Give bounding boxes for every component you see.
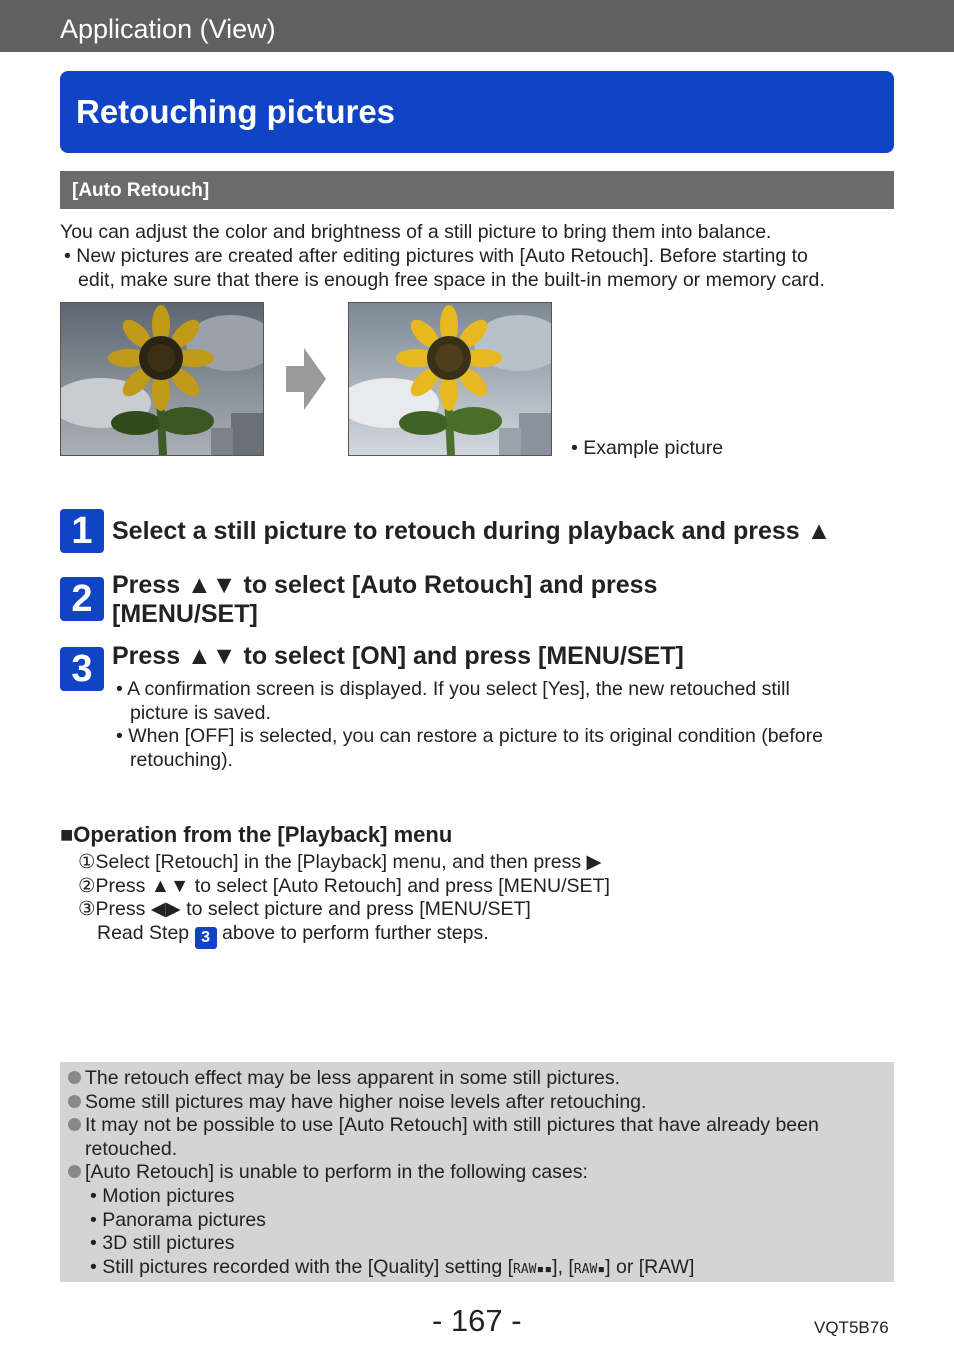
note-3-cont: retouched. (85, 1138, 178, 1160)
example-photo-before (60, 302, 264, 456)
example-photo-after (348, 302, 552, 456)
step-3-inline-badge: 3 (195, 927, 217, 949)
note-3: It may not be possible to use [Auto Retouch] with still pictures that have already been (68, 1113, 819, 1137)
operation-item-3: ③Press ◀▶ to select picture and press [MENU/SET] (78, 898, 531, 920)
page-title: Retouching pictures (76, 93, 396, 130)
read-step-suffix: above to perform further steps. (222, 922, 489, 944)
example-caption: • Example picture (571, 437, 724, 459)
case-3d: • 3D still pictures (90, 1232, 235, 1254)
raw-fine-icon: RAW▪▪ (513, 1262, 553, 1277)
bullet-dot-icon (68, 1095, 81, 1108)
operation-item-2: ②Press ▲▼ to select [Auto Retouch] and press [MENU/SET] (78, 875, 610, 897)
step-3-note-1-cont: picture is saved. (130, 702, 271, 724)
read-step-prefix: Read Step (97, 922, 190, 944)
bullet-dot-icon (68, 1165, 81, 1178)
page-number: - 167 - (432, 1303, 522, 1338)
intro-bullet: • New pictures are created after editing pictures with [Auto Retouch]. Before starting to (64, 245, 808, 267)
operation-read-step (97, 921, 489, 949)
subsection-bar (60, 171, 894, 209)
notes-box (60, 1062, 894, 1282)
bullet-dot-icon (68, 1071, 81, 1084)
step-1-heading: Select a still picture to retouch during playback and press ▲ (112, 517, 832, 545)
top-header-bar (0, 0, 954, 52)
raw-icon: RAW (644, 1256, 689, 1278)
raw-standard-icon: RAW▪ (573, 1262, 606, 1277)
case-motion: • Motion pictures (90, 1185, 235, 1207)
step-2-heading-cont: [MENU/SET] (112, 600, 258, 628)
step-2-heading: Press ▲▼ to select [Auto Retouch] and press (112, 571, 658, 599)
subsection-title: [Auto Retouch] (72, 180, 210, 201)
step-3-heading: Press ▲▼ to select [ON] and press [MENU/SET] (112, 642, 684, 670)
document-id: VQT5B76 (814, 1318, 889, 1337)
bullet-dot-icon (68, 1118, 81, 1131)
step-2-badge: 2 (60, 577, 104, 621)
intro-bullet-cont: edit, make sure that there is enough free space in the built-in memory or memory card. (78, 269, 825, 291)
note-4: [Auto Retouch] is unable to perform in the following cases: (68, 1160, 588, 1184)
step-3-note-2-cont: retouching). (130, 749, 233, 771)
page-title-box (60, 71, 894, 153)
case-panorama: • Panorama pictures (90, 1209, 266, 1231)
step-3-note-1: • A confirmation screen is displayed. If you select [Yes], the new retouched still (116, 678, 790, 700)
arrow-right-icon (286, 348, 326, 410)
intro-text: You can adjust the color and brightness of a still picture to bring them into balance. (60, 221, 772, 243)
note-2: Some still pictures may have higher noise levels after retouching. (68, 1090, 646, 1114)
operation-heading: ■Operation from the [Playback] menu (60, 822, 453, 847)
step-1-badge: 1 (60, 509, 104, 553)
case-quality: • Still pictures recorded with the [Quality] setting [RAW▪▪], [RAW▪] or [RAW] (90, 1256, 695, 1278)
section-label: Application (View) (60, 14, 276, 44)
operation-item-1: ①Select [Retouch] in the [Playback] menu, and then press ▶ (78, 851, 602, 873)
note-1: The retouch effect may be less apparent in some still pictures. (68, 1066, 620, 1090)
step-3-badge: 3 (60, 647, 104, 691)
step-3-note-2: • When [OFF] is selected, you can restore a picture to its original condition (before (116, 725, 823, 747)
